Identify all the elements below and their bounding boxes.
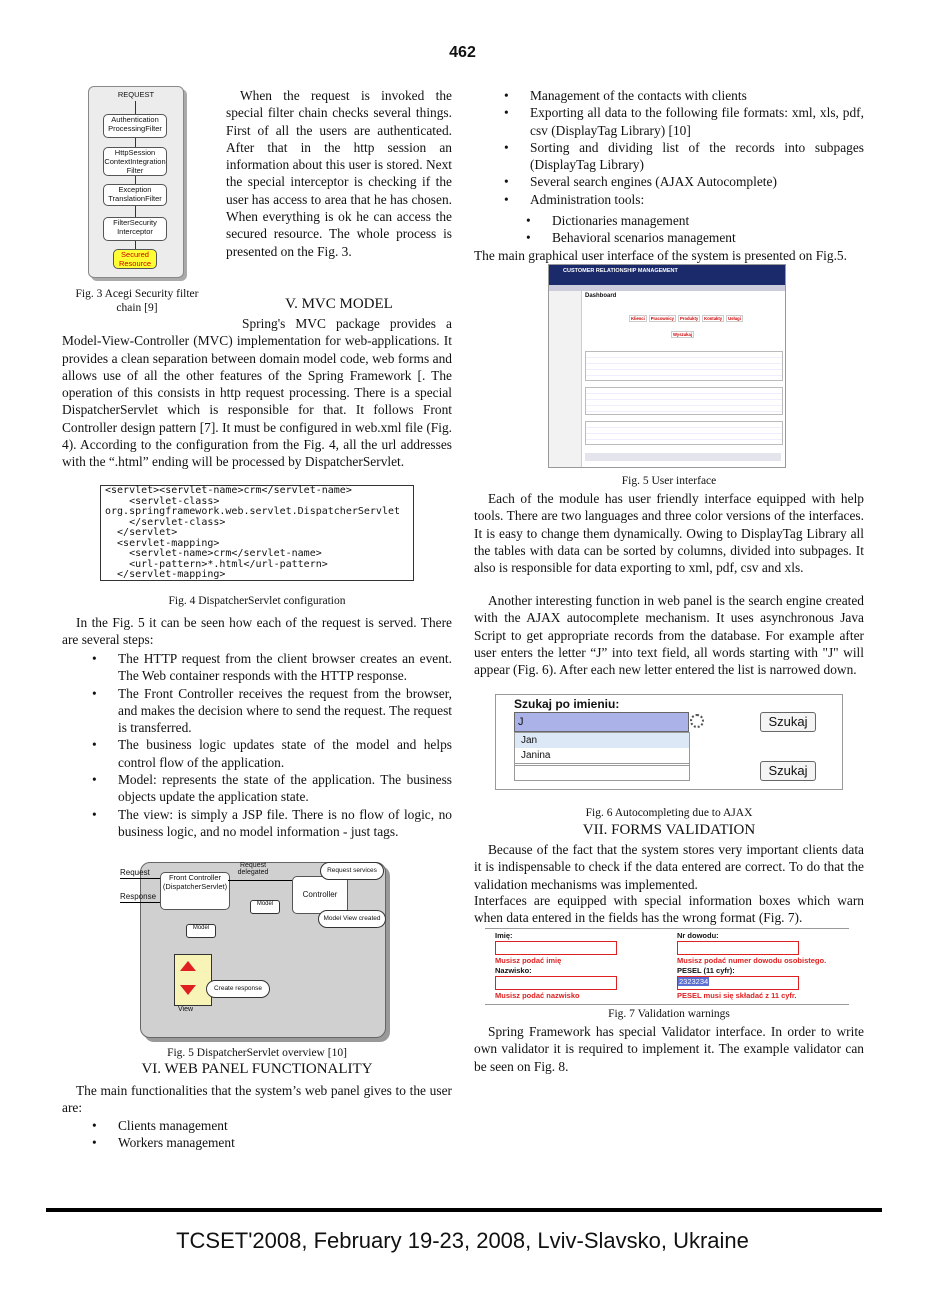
- sec6-para2: Each of the module has user friendly interface equipped with help tools. There are two languages and three color versions of the interfaces. It is easy to change them dynamically. Owing to DisplayTag Library all the tables with data can be sorted by columns, divided into subpages. It also is responsible for data exporting to xml, pdf, csv and xls.: [474, 491, 864, 576]
- sec6-para3: Another interesting function in web panel is the search engine created with the AJAX autocomplete mechanism. It uses asynchronous Java Script to get appropriate records from the database. For example after user enters the letter “J” into text field, all words starting with "J" will appear (Fig. 6). After each new letter entered the list is narrowed down.: [474, 593, 864, 678]
- intro-paragraph: When the request is invoked the special filter chain checks several things. First of all the users are authenticated. After that in the http session an information about this user is stored. Next the special interceptor is checking if the user has access to area that he has chosen. When everything is ok he can access the secured resource. The whole process is presented on the Fig. 3.: [226, 88, 452, 259]
- fig7-screenshot: [485, 928, 849, 1005]
- fig5-request-label: Request: [120, 868, 150, 877]
- sec6-para: The main functionalities that the system’s web panel gives to the user are:: [62, 1083, 452, 1116]
- fig6-search-button-1[interactable]: Szukaj: [760, 712, 816, 732]
- fig7-label-dowod: Nr dowodu:: [677, 931, 719, 940]
- fig6-screenshot: [495, 694, 843, 790]
- fig5-ui-screenshot: [548, 264, 786, 468]
- ui-button: Usługi: [728, 316, 741, 321]
- spinner-icon: [690, 714, 704, 728]
- fig5-controller: Controller: [292, 876, 348, 914]
- sec5-steps: [118, 650, 452, 840]
- fig3-secured-resource: Secured Resource: [113, 249, 157, 269]
- fig6-input-2[interactable]: [514, 763, 690, 781]
- fig7-err-nazwisko: Musisz podać nazwisko: [495, 991, 580, 1000]
- list-item: • The business logic updates state of the model and helps control flow of the application.: [118, 736, 452, 771]
- fig7-input-imie[interactable]: [495, 941, 617, 955]
- fig5-view-document: [174, 954, 212, 1006]
- fig5-mv-cloud: Model View created: [318, 910, 386, 928]
- fig3-diagram: [88, 86, 184, 278]
- ui-button: Pracownicy: [650, 316, 675, 321]
- fig5-delegated-label: Request delegated: [237, 862, 269, 876]
- sec7-para3: Spring Framework has special Validator interface. In order to write own validator it is required to implement it. The example validator can be seen on Fig. 8.: [474, 1024, 864, 1074]
- ui-title: CUSTOMER RELATIONSHIP MANAGEMENT: [563, 268, 678, 274]
- sec6-items-right: [530, 87, 864, 208]
- fig5-caption: Fig. 5 DispatcherServlet overview [10]: [167, 1047, 347, 1059]
- fig7-input-dowod[interactable]: [677, 941, 799, 955]
- fig5-create-cloud: Create response: [206, 980, 270, 998]
- sec6-heading: VI. WEB PANEL FUNCTIONALITY: [141, 1061, 373, 1077]
- fig3-caption: Fig. 3 Acegi Security filter chain [9]: [75, 288, 199, 314]
- list-item: • Clients management: [118, 1117, 452, 1134]
- fig3-session-filter: HttpSession ContextIntegration Filter: [104, 148, 166, 175]
- list-item: • Workers management: [118, 1134, 452, 1151]
- ui-button: Kontakty: [704, 316, 723, 321]
- ui-search-button: Wyszukaj: [673, 332, 693, 337]
- fig3-auth-filter: Authentication ProcessingFilter: [103, 114, 167, 138]
- sec7-para2: Interfaces are equipped with special information boxes which warn when data entered in the fields has the wrong format (Fig. 7).: [474, 893, 864, 926]
- sec7-heading: VII. FORMS VALIDATION: [582, 822, 756, 838]
- fig7-input-nazwisko[interactable]: [495, 976, 617, 990]
- fig5-diagram: [120, 858, 390, 1043]
- fig7-err-imie: Musisz podać imię: [495, 956, 562, 965]
- list-item: • Exporting all data to the following file formats: xml, xls, pdf, csv (DisplayTag Library) [10]: [530, 104, 864, 139]
- sec5-para2: In the Fig. 5 it can be seen how each of the request is served. There are several steps:: [62, 615, 452, 648]
- fig6-caption: Fig. 6 Autocompleting due to AJAX: [585, 807, 753, 819]
- fig6-search-button-2[interactable]: Szukaj: [760, 761, 816, 781]
- ui-heading: Dashboard: [585, 293, 617, 299]
- list-item: • Model: represents the state of the application. The business objects update the application state.: [118, 771, 452, 806]
- suggestion-option[interactable]: Janina: [521, 750, 551, 761]
- fig7-caption: Fig. 7 Validation warnings: [608, 1008, 730, 1020]
- fig7-err-dowod: Musisz podać numer dowodu osobistego.: [677, 956, 827, 965]
- fig5-services-cloud: Request services: [320, 862, 384, 880]
- fig5-model-box2: Model: [186, 924, 216, 938]
- fig7-pesel-value: 2323234: [679, 977, 709, 986]
- fig5-front-controller: Front Controller (DispatcherServlet): [160, 872, 230, 910]
- list-item: • The HTTP request from the client browser creates an event. The Web container responds with the HTTP response.: [118, 650, 452, 685]
- fig7-label-imie: Imię:: [495, 931, 513, 940]
- footer-divider: [46, 1208, 882, 1212]
- fig7-label-pesel: PESEL (11 cyfr):: [677, 966, 735, 975]
- fig3-request-label: REQUEST: [117, 90, 155, 99]
- fig4-code: <servlet><servlet-name>crm</servlet-name> <servlet-class> org.springframework.web.servlet.DispatcherServlet </servlet-class> </servlet> <servlet-mapping> <servlet-name>crm</servlet-name> <url-pattern>*.html</url-pattern> </servlet-mapping>: [100, 485, 414, 581]
- ui-button: Klienci: [631, 316, 645, 321]
- list-item: • Management of the contacts with clients: [530, 87, 864, 104]
- ui-button: Produkty: [680, 316, 699, 321]
- fig5-model-box1: Model: [250, 900, 280, 914]
- fig4-caption: Fig. 4 DispatcherServlet configuration: [168, 595, 346, 607]
- list-item: • The Front Controller receives the request from the browser, and makes the decision where to send the request. The request is transferred.: [118, 685, 452, 737]
- sec6-items-left: [118, 1117, 452, 1152]
- fig5b-caption: Fig. 5 User interface: [621, 475, 717, 487]
- suggestion-option[interactable]: Jan: [515, 733, 689, 748]
- sec6-para-after: The main graphical user interface of the system is presented on Fig.5.: [474, 248, 847, 263]
- fig3-exception-filter: Exception TranslationFilter: [103, 184, 167, 206]
- ui-buttons: [629, 315, 739, 322]
- sec5-para1: Spring's MVC package provides a Model-View-Controller (MVC) implementation for web-applications. It provides a clean separation between domain model code, web forms and allows use of all the other features of the Spring Framework [. The operation of this consists in http request processing. There is a special DispatcherServlet which is responsible for that. It follows Front Controller design pattern [7]. It must be configured in web.xml file (Fig. 4). According to the configuration from the Fig. 4, all the url addresses with the “.html” ending will be processed by DispatcherServlet.: [62, 316, 452, 470]
- fig7-err-pesel: PESEL musi się składać z 11 cyfr.: [677, 991, 797, 1000]
- fig5-response-label: Response: [120, 892, 157, 901]
- sec5-heading: V. MVC MODEL: [285, 296, 393, 312]
- fig5-view-label: View: [178, 1006, 194, 1013]
- list-item: • Administration tools:: [530, 191, 864, 208]
- list-item: • Dictionaries management: [552, 212, 864, 229]
- page-number: 462: [449, 44, 476, 61]
- sec6-sub-items: [552, 212, 864, 247]
- list-item: • Several search engines (AJAX Autocomplete): [530, 173, 864, 190]
- fig3-security-interceptor: FilterSecurity Interceptor: [103, 217, 167, 241]
- footer: TCSET'2008, February 19-23, 2008, Lviv-Slavsko, Ukraine: [176, 1228, 749, 1253]
- fig7-label-nazwisko: Nazwisko:: [495, 966, 532, 975]
- list-item: • The view: is simply a JSP file. There is no flow of logic, no business logic, and no model information - just tags.: [118, 806, 452, 841]
- fig6-label: Szukaj po imieniu:: [514, 697, 620, 711]
- list-item: • Behavioral scenarios management: [552, 229, 864, 246]
- fig6-suggestions: [514, 732, 690, 766]
- fig7-input-pesel[interactable]: [677, 976, 799, 990]
- fig6-search-input[interactable]: J: [514, 712, 689, 732]
- sec7-para1: Because of the fact that the system stores very important clients data it is indispensable to check if the data entered are correct. To do that the validation mechanisms was implemented.: [474, 842, 864, 892]
- list-item: • Sorting and dividing list of the records into subpages (DisplayTag Library): [530, 139, 864, 174]
